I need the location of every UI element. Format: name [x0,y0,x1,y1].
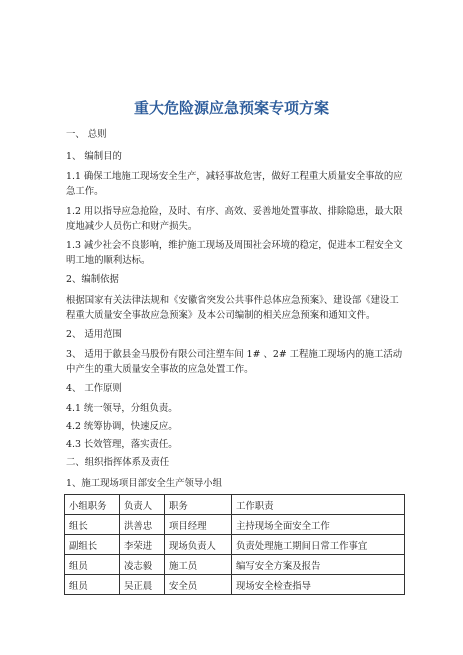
table-header: 职务 [165,495,232,515]
table-cell: 项目经理 [165,515,232,535]
table-cell: 主持现场全面安全工作 [232,515,405,535]
paragraph-1-3: 1.3 减少社会不良影响，维护施工现场及周围社会环境的稳定，促进本工程安全文明工地的顺利达标。 [66,240,403,266]
table-cell: 编写安全方案及报告 [232,555,405,575]
table-cell: 现场负责人 [165,535,232,555]
document-title: 重大危险源应急预案专项方案 [133,99,329,117]
table-cell: 安全员 [165,575,232,595]
table-cell: 副组长 [65,535,120,555]
table-cell: 施工员 [165,555,232,575]
subheading-leadership-group: 1、施工现场项目部安全生产领导小组 [66,478,222,489]
table-row [65,515,405,535]
section-heading-general: 一、 总则 [66,129,107,140]
table-cell: 吴正晨 [120,575,165,595]
section-heading-command: 二、组织指挥体系及责任 [66,457,170,468]
subheading-basis: 2、编制依据 [66,274,119,285]
table-header: 负责人 [120,495,165,515]
paragraph-4-1: 4.1 统一领导，分组负责。 [66,403,178,414]
table-cell: 组员 [65,575,120,595]
table-cell: 现场安全检查指导 [232,575,405,595]
table-header: 小组职务 [65,495,120,515]
table-row [65,535,405,555]
table-cell: 洪善忠 [120,515,165,535]
subheading-principles: 4、 工作原则 [66,383,122,394]
paragraph-4-2: 4.2 统筹协调，快速反应。 [66,421,178,432]
table-cell: 李荣进 [120,535,165,555]
paragraph-1-1: 1.1 确保工地施工现场安全生产，减轻事故危害，做好工程重大质量安全事故的应急工作。 [66,171,403,197]
paragraph-scope: 3、 适用于歙县金马股份有限公司注塑车间 1# 、2# 工程施工现场内的施工活动中产生的重大质量安全事故的应急处置工作。 [66,349,403,375]
paragraph-1-2: 1.2 用以指导应急抢险，及时、有序、高效、妥善地处置事故、排除隐患，最大限度地减少人员伤亡和财产损失。 [66,206,403,232]
table-cell: 负责处理施工期间日常工作事宜 [232,535,405,555]
paragraph-basis: 根据国家有关法律法规和《安徽省突发公共事件总体应急预案》、建设部《建设工程重大质量安全事故应急预案》及本公司编制的相关应急预案和通知文件。 [66,295,399,321]
leadership-table [64,494,405,595]
table-cell: 组长 [65,515,120,535]
table-header-row [65,495,405,515]
table-header: 工作职责 [232,495,405,515]
table-row [65,555,405,575]
table-cell: 组员 [65,555,120,575]
subheading-scope: 2、 适用范围 [66,329,122,340]
subheading-purpose: 1、 编制目的 [66,151,122,162]
table-cell: 凌志毅 [120,555,165,575]
paragraph-4-3: 4.3 长效管理，落实责任。 [66,439,178,450]
table-row [65,575,405,595]
